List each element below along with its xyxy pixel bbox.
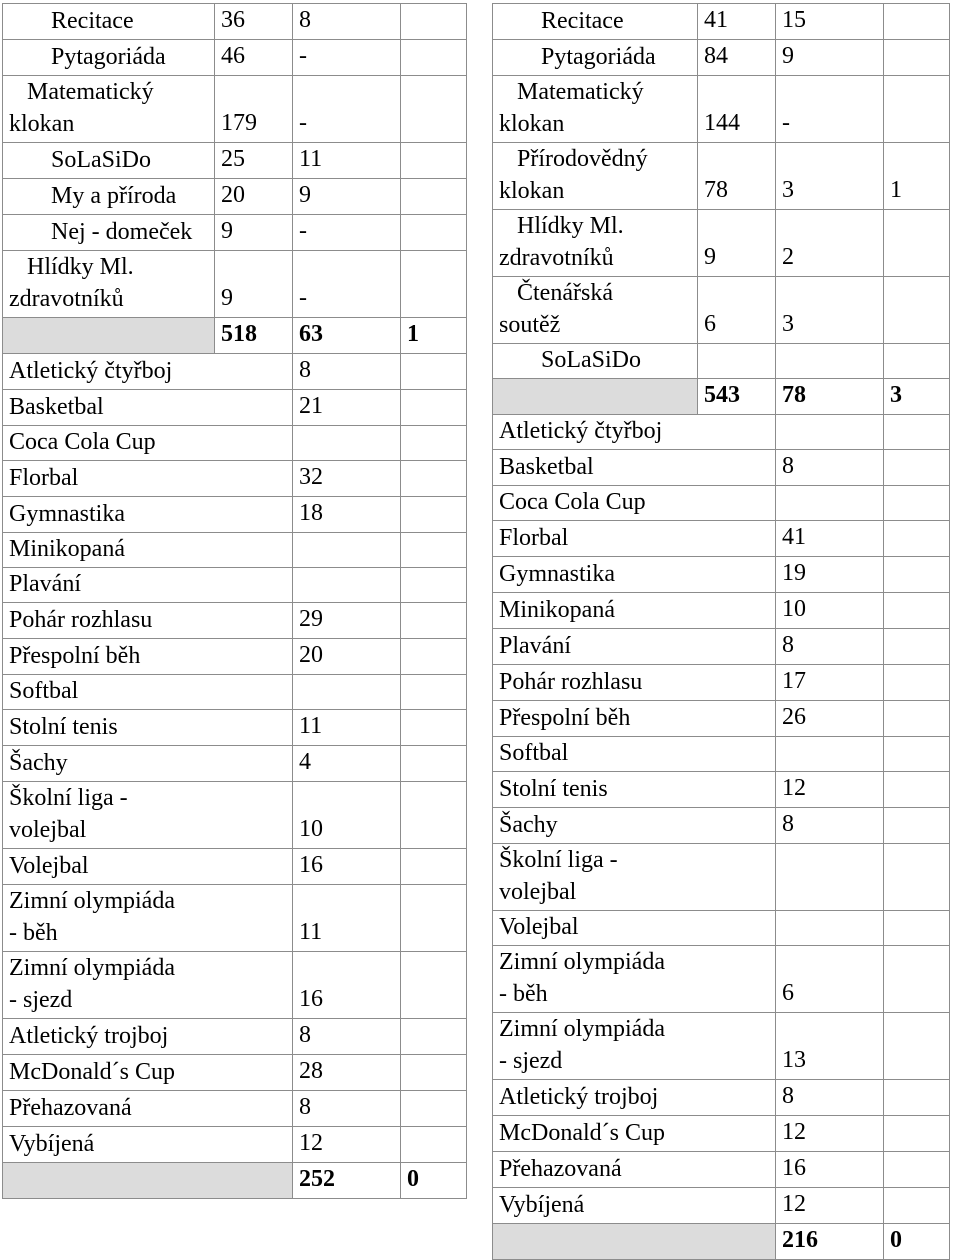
row-value-c <box>884 808 950 844</box>
row-value-c <box>401 426 467 461</box>
table-row <box>493 277 950 344</box>
table-row <box>493 450 950 486</box>
row-value-c <box>401 461 467 497</box>
row-label-cell <box>3 76 215 143</box>
table-row <box>3 179 467 215</box>
row-value-b: 11 <box>293 710 401 746</box>
row-label-cell: Basketbal <box>3 390 293 426</box>
row-value-b: 16 <box>776 1152 884 1188</box>
row-value-b: 26 <box>776 701 884 737</box>
row-value-c <box>401 497 467 533</box>
total-b: 216 <box>776 1224 884 1260</box>
row-value-a: 6 <box>698 277 776 344</box>
row-value-b <box>776 344 884 379</box>
table-row <box>493 1116 950 1152</box>
row-label-cell: McDonald´s Cup <box>3 1055 293 1091</box>
total-c: 0 <box>401 1163 467 1199</box>
row-label-cell: Softbal <box>493 737 776 772</box>
row-value-b <box>776 844 884 911</box>
label-line: Přírodovědný <box>517 146 648 172</box>
row-value-b: 18 <box>293 497 401 533</box>
row-value-a: 46 <box>215 40 293 76</box>
row-value-b: - <box>293 215 401 251</box>
row-label-cell: Vybíjená <box>493 1188 776 1224</box>
row-value-c <box>401 533 467 568</box>
row-value-b: 3 <box>776 277 884 344</box>
row-value-c <box>884 911 950 946</box>
row-value-b: 12 <box>776 772 884 808</box>
row-value-c <box>884 737 950 772</box>
table-row <box>3 426 467 461</box>
row-value-a: 84 <box>698 40 776 76</box>
left-culture-section <box>3 4 467 318</box>
row-value-a: 179 <box>215 76 293 143</box>
row-value-b <box>776 911 884 946</box>
row-value-c <box>401 746 467 782</box>
table-row <box>3 1127 467 1163</box>
row-label-cell: Plavání <box>493 629 776 665</box>
table-row <box>493 1080 950 1116</box>
label-line: Hlídky Ml. <box>517 213 624 239</box>
row-value-c <box>401 849 467 885</box>
label-line: klokan <box>499 111 565 137</box>
row-value-b <box>293 533 401 568</box>
row-label-cell: Přespolní běh <box>493 701 776 737</box>
row-value-b: 11 <box>293 885 401 952</box>
left-sport-totals <box>3 1163 467 1199</box>
table-row <box>493 946 950 1013</box>
row-value-c <box>884 450 950 486</box>
row-label-cell: Florbal <box>493 521 776 557</box>
table-row <box>493 486 950 521</box>
row-value-b: 6 <box>776 946 884 1013</box>
row-label-cell: Pohár rozhlasu <box>493 665 776 701</box>
row-value-c <box>884 946 950 1013</box>
row-value-b: 8 <box>293 4 401 40</box>
total-a: 543 <box>698 379 776 415</box>
table-row <box>3 710 467 746</box>
left-results-table <box>2 3 467 1199</box>
row-value-c <box>401 390 467 426</box>
table-row <box>3 849 467 885</box>
row-value-c <box>401 603 467 639</box>
row-label-cell: Atletický čtyřboj <box>3 354 293 390</box>
totals-row <box>3 318 467 354</box>
table-row <box>493 521 950 557</box>
totals-row <box>493 379 950 415</box>
right-culture-totals <box>493 379 950 415</box>
row-value-c <box>401 675 467 710</box>
table-row <box>3 1019 467 1055</box>
row-value-b <box>776 737 884 772</box>
label-line: Matematický <box>517 79 644 105</box>
row-label-cell: Atletický čtyřboj <box>493 415 776 450</box>
row-value-a: 144 <box>698 76 776 143</box>
row-label-cell <box>3 143 215 179</box>
row-value-c <box>401 1091 467 1127</box>
table-row <box>3 461 467 497</box>
row-label-cell: Šachy <box>493 808 776 844</box>
row-value-b: 12 <box>293 1127 401 1163</box>
table-row <box>3 143 467 179</box>
row-value-c <box>401 710 467 746</box>
row-value-b: 29 <box>293 603 401 639</box>
row-value-a: 36 <box>215 4 293 40</box>
label-line: zdravotníků <box>499 245 614 271</box>
row-value-c <box>884 665 950 701</box>
row-value-c <box>884 76 950 143</box>
label-line: Pytagoriáda <box>51 44 166 70</box>
row-value-c <box>401 1019 467 1055</box>
table-row <box>3 251 467 318</box>
row-value-c <box>884 4 950 40</box>
row-value-a: 20 <box>215 179 293 215</box>
row-label-cell: Přehazovaná <box>3 1091 293 1127</box>
row-value-c <box>401 40 467 76</box>
totals-row <box>493 1224 950 1260</box>
row-value-c <box>401 354 467 390</box>
row-value-b <box>293 426 401 461</box>
row-value-b: 9 <box>776 40 884 76</box>
row-label-cell: Přespolní běh <box>3 639 293 675</box>
row-value-b: 8 <box>293 1091 401 1127</box>
row-label-cell: Basketbal <box>493 450 776 486</box>
table-row <box>3 1055 467 1091</box>
row-value-c <box>401 76 467 143</box>
row-value-c <box>401 782 467 849</box>
row-label-cell <box>3 4 215 40</box>
table-row <box>493 557 950 593</box>
row-value-c <box>884 415 950 450</box>
row-label-cell: Přehazovaná <box>493 1152 776 1188</box>
row-value-c <box>884 593 950 629</box>
row-label-cell: Plavání <box>3 568 293 603</box>
row-value-b: 8 <box>776 808 884 844</box>
table-row <box>493 76 950 143</box>
table-row <box>493 415 950 450</box>
row-value-b: 9 <box>293 179 401 215</box>
row-value-c <box>884 1116 950 1152</box>
row-label-cell: Minikopaná <box>3 533 293 568</box>
table-row <box>493 143 950 210</box>
table-row <box>3 4 467 40</box>
row-value-b: - <box>776 76 884 143</box>
table-row <box>3 952 467 1019</box>
totals-row <box>3 1163 467 1199</box>
row-value-a: 9 <box>215 251 293 318</box>
table-row <box>493 1152 950 1188</box>
row-label-cell <box>493 4 698 40</box>
row-label-cell: Zimní olympiáda - sjezd <box>3 952 293 1019</box>
label-line: Pytagoriáda <box>541 44 656 70</box>
table-row <box>493 210 950 277</box>
row-label-cell: Volejbal <box>3 849 293 885</box>
row-label-cell: Coca Cola Cup <box>3 426 293 461</box>
row-value-c <box>884 1188 950 1224</box>
left-sport-section <box>3 354 467 1163</box>
table-row <box>493 593 950 629</box>
row-value-c <box>401 1127 467 1163</box>
row-label-cell: Coca Cola Cup <box>493 486 776 521</box>
row-value-c <box>884 344 950 379</box>
row-label-cell <box>493 40 698 76</box>
row-value-c <box>884 1080 950 1116</box>
row-value-b: 21 <box>293 390 401 426</box>
table-row <box>3 603 467 639</box>
row-label-cell <box>493 277 698 344</box>
row-value-b: 8 <box>293 1019 401 1055</box>
table-row <box>3 533 467 568</box>
row-label-cell: Školní liga - volejbal <box>3 782 293 849</box>
row-value-b: 8 <box>776 629 884 665</box>
right-sport-totals <box>493 1224 950 1260</box>
row-value-c <box>884 210 950 277</box>
row-label-cell: Zimní olympiáda - běh <box>493 946 776 1013</box>
row-label-cell: Atletický trojboj <box>493 1080 776 1116</box>
right-sport-section <box>493 415 950 1224</box>
table-row <box>3 746 467 782</box>
table-row <box>3 675 467 710</box>
table-row <box>3 390 467 426</box>
label-line: Nej - domeček <box>51 219 193 245</box>
table-row <box>3 885 467 952</box>
row-value-a <box>698 344 776 379</box>
table-row <box>493 772 950 808</box>
row-label-cell: McDonald´s Cup <box>493 1116 776 1152</box>
row-value-a: 9 <box>215 215 293 251</box>
right-results-table <box>492 3 950 1260</box>
row-value-c <box>884 40 950 76</box>
row-value-b: 11 <box>293 143 401 179</box>
table-row <box>3 568 467 603</box>
row-value-b: 10 <box>293 782 401 849</box>
row-value-b: 8 <box>776 450 884 486</box>
row-label-cell: Zimní olympiáda - běh <box>3 885 293 952</box>
table-row <box>3 639 467 675</box>
row-value-a: 41 <box>698 4 776 40</box>
row-label-cell: Šachy <box>3 746 293 782</box>
totals-label-cell <box>493 1224 776 1260</box>
row-value-c <box>401 1055 467 1091</box>
right-culture-section <box>493 4 950 379</box>
row-label-cell: Atletický trojboj <box>3 1019 293 1055</box>
label-line: Čtenářská <box>517 280 613 306</box>
label-line: klokan <box>9 111 75 137</box>
row-value-c <box>884 557 950 593</box>
label-line: soutěž <box>499 312 561 338</box>
row-label-cell <box>493 344 698 379</box>
label-line: zdravotníků <box>9 286 124 312</box>
table-row <box>3 76 467 143</box>
row-value-b: 8 <box>293 354 401 390</box>
totals-label-cell <box>3 318 215 354</box>
total-b: 252 <box>293 1163 401 1199</box>
row-label-cell: Florbal <box>3 461 293 497</box>
table-row <box>493 40 950 76</box>
row-value-c <box>401 143 467 179</box>
row-value-c <box>401 639 467 675</box>
left-culture-totals <box>3 318 467 354</box>
row-label-cell <box>3 179 215 215</box>
label-line: My a příroda <box>51 183 177 209</box>
row-value-b: 13 <box>776 1013 884 1080</box>
row-label-cell: Stolní tenis <box>3 710 293 746</box>
table-row <box>3 40 467 76</box>
row-value-c <box>401 4 467 40</box>
row-value-b: 17 <box>776 665 884 701</box>
row-value-b: - <box>293 76 401 143</box>
row-value-b <box>776 415 884 450</box>
total-b: 63 <box>293 318 401 354</box>
total-a: 518 <box>215 318 293 354</box>
row-value-b: 4 <box>293 746 401 782</box>
row-value-b: 3 <box>776 143 884 210</box>
row-value-c <box>401 179 467 215</box>
table-row <box>493 665 950 701</box>
row-value-b: 28 <box>293 1055 401 1091</box>
table-row <box>3 497 467 533</box>
row-value-b: 12 <box>776 1188 884 1224</box>
total-c: 1 <box>401 318 467 354</box>
row-label-cell: Stolní tenis <box>493 772 776 808</box>
table-row <box>493 911 950 946</box>
label-line: Hlídky Ml. <box>27 254 134 280</box>
row-label-cell: Volejbal <box>493 911 776 946</box>
row-label-cell: Pohár rozhlasu <box>3 603 293 639</box>
row-label-cell: Školní liga - volejbal <box>493 844 776 911</box>
row-value-b: 20 <box>293 639 401 675</box>
row-value-c <box>401 952 467 1019</box>
label-line: Matematický <box>27 79 154 105</box>
table-row <box>493 808 950 844</box>
row-value-b: 15 <box>776 4 884 40</box>
table-row <box>493 737 950 772</box>
row-value-b <box>293 675 401 710</box>
row-value-b <box>293 568 401 603</box>
row-value-c: 1 <box>884 143 950 210</box>
row-value-c <box>884 629 950 665</box>
table-row <box>493 1013 950 1080</box>
row-value-c <box>884 1013 950 1080</box>
row-value-a: 9 <box>698 210 776 277</box>
row-value-b <box>776 486 884 521</box>
row-value-b: 8 <box>776 1080 884 1116</box>
row-value-b: - <box>293 251 401 318</box>
row-label-cell <box>493 76 698 143</box>
row-label-cell: Minikopaná <box>493 593 776 629</box>
table-row <box>3 782 467 849</box>
row-value-c <box>884 521 950 557</box>
row-value-c <box>401 215 467 251</box>
label-line: SoLaSiDo <box>51 147 152 173</box>
row-label-cell: Zimní olympiáda - sjezd <box>493 1013 776 1080</box>
label-line: klokan <box>499 178 565 204</box>
row-value-b: 2 <box>776 210 884 277</box>
row-value-c <box>884 701 950 737</box>
row-value-b: 19 <box>776 557 884 593</box>
row-value-c <box>884 1152 950 1188</box>
row-value-b: 12 <box>776 1116 884 1152</box>
row-value-c <box>884 486 950 521</box>
row-value-c <box>884 844 950 911</box>
label-line: SoLaSiDo <box>541 347 642 373</box>
table-row <box>493 844 950 911</box>
row-label-cell: Gymnastika <box>3 497 293 533</box>
totals-label-cell <box>493 379 698 415</box>
row-value-b: 32 <box>293 461 401 497</box>
row-label-cell <box>3 40 215 76</box>
row-value-b: 16 <box>293 952 401 1019</box>
table-row <box>493 1188 950 1224</box>
row-value-a: 78 <box>698 143 776 210</box>
row-value-b: - <box>293 40 401 76</box>
total-c: 0 <box>884 1224 950 1260</box>
table-row <box>3 354 467 390</box>
row-label-cell <box>493 143 698 210</box>
label-line: Recitace <box>541 8 624 34</box>
row-value-b: 10 <box>776 593 884 629</box>
row-value-c <box>401 568 467 603</box>
row-label-cell: Softbal <box>3 675 293 710</box>
row-value-c <box>401 885 467 952</box>
row-value-c <box>884 277 950 344</box>
row-value-a: 25 <box>215 143 293 179</box>
row-label-cell: Vybíjená <box>3 1127 293 1163</box>
row-value-c <box>401 251 467 318</box>
row-label-cell <box>493 210 698 277</box>
label-line: Recitace <box>51 8 134 34</box>
total-c: 3 <box>884 379 950 415</box>
table-row <box>493 701 950 737</box>
table-row <box>3 1091 467 1127</box>
row-value-b: 16 <box>293 849 401 885</box>
totals-label-cell <box>3 1163 293 1199</box>
row-label-cell: Gymnastika <box>493 557 776 593</box>
row-value-c <box>884 772 950 808</box>
row-label-cell <box>3 215 215 251</box>
table-row <box>3 215 467 251</box>
table-row <box>493 629 950 665</box>
table-row <box>493 344 950 379</box>
total-b: 78 <box>776 379 884 415</box>
row-label-cell <box>3 251 215 318</box>
table-row <box>493 4 950 40</box>
row-value-b: 41 <box>776 521 884 557</box>
